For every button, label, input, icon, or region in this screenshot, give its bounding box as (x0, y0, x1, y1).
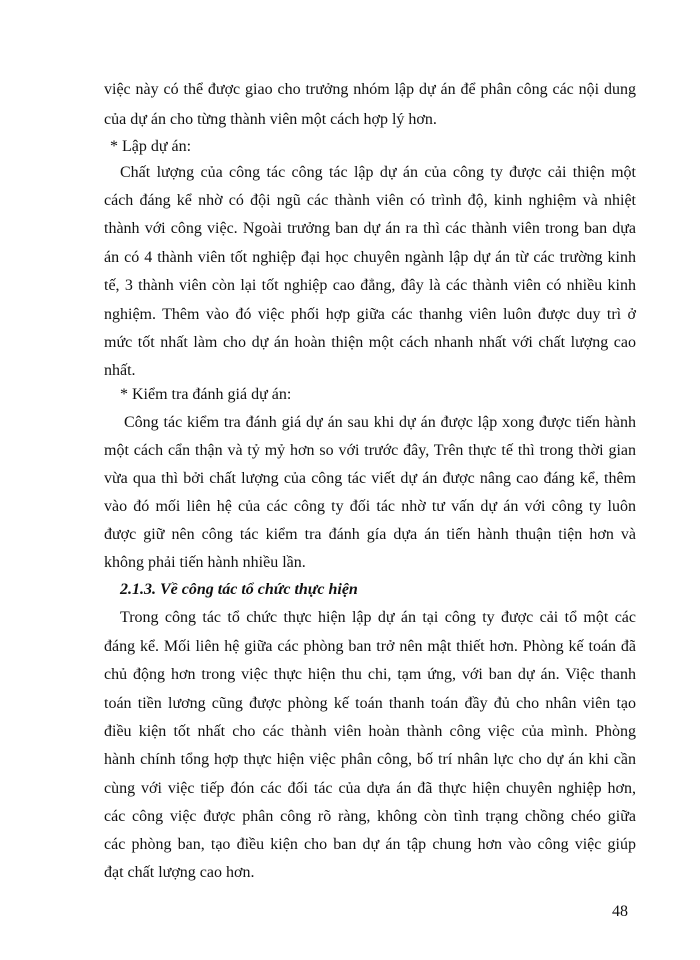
paragraph-line: đáng kể. Mối liên hệ giữa các phòng ban trở nên mật thiết hơn. Phòng kế toán đã (104, 638, 636, 655)
subheading-kiem-tra: * Kiểm tra đánh giá dự án: (120, 386, 292, 403)
paragraph-line: cách đáng kể nhờ có đội ngũ các thành viên có trình độ, kinh nghiệm và nhiệt (104, 192, 636, 209)
paragraph-line: việc này có thể được giao cho trưởng nhóm lập dự án để phân công các nội dung (104, 81, 636, 98)
paragraph-line: Trong công tác tổ chức thực hiện lập dự án tại công ty được cải tổ một các (120, 609, 636, 626)
paragraph-line: vào đó mối liên hệ của các công ty đối tác nhờ tư vấn dự án với công ty luôn (104, 498, 636, 515)
paragraph-line: mức tốt nhất làm cho dự án hoàn thiện một cách nhanh nhất với chất lượng cao (104, 334, 636, 351)
paragraph-line: Chất lượng của công tác công tác lập dự án của công ty được cải thiện một (120, 164, 636, 181)
paragraph-line: đạt chất lượng cao hơn. (104, 864, 255, 881)
paragraph-line: thành với công việc. Ngoài trưởng ban dự án ra thì các thành viên trong ban dựa (104, 220, 636, 237)
paragraph-line: Công tác kiểm tra đánh giá dự án sau khi dự án được lập xong được tiến hành (124, 414, 636, 431)
paragraph-line: các công việc được phân công rõ ràng, không còn tình trạng chồng chéo giữa (104, 808, 636, 825)
paragraph-line: nhất. (104, 362, 136, 379)
paragraph-line: một cách cẩn thận và tỷ mỷ hơn so với trước đây, Trên thực tế thì trong thời gian (104, 442, 636, 459)
paragraph-line: vừa qua thì bởi chất lượng của công tác viết dự án được nâng cao đáng kể, thêm (104, 470, 636, 487)
paragraph-line: tế, 3 thành viên còn lại tốt nghiệp cao đẳng, đây là các thành viên có nhiều kinh (104, 277, 636, 294)
paragraph-line: nghiệm. Thêm vào đó việc phối hợp giữa các thanhg viên luôn được duy trì ở (104, 306, 636, 323)
paragraph-line: điều kiện tốt nhất cho các thành viên hoàn thành công việc của mình. Phòng (104, 723, 636, 740)
page-number: 48 (612, 903, 628, 920)
paragraph-line: cùng với việc tiếp đón các đối tác của dựa án đã thực hiện chuyên nghiệp hơn, (104, 780, 636, 797)
section-heading: 2.1.3. Về công tác tổ chức thực hiện (120, 581, 358, 598)
paragraph-line: các phòng ban, tạo điều kiện cho ban dự án tập chung hơn vào công việc giúp (104, 836, 636, 853)
paragraph-line: hành chính tổng hợp thực hiện việc phân công, bố trí nhân lực cho dự án khi cần (104, 751, 636, 768)
paragraph-line: chủ động hơn trong việc thực hiện thu chi, tạm ứng, với ban dự án. Việc thanh (104, 666, 636, 683)
paragraph-line: được giữ nên công tác kiểm tra đánh gía dựa án tiến hành thuận tiện hơn và (104, 526, 636, 543)
subheading-lap-du-an: * Lập dự án: (110, 138, 192, 155)
paragraph-line: án có 4 thành viên tốt nghiệp đại học chuyên ngành lập dự án từ các trường kinh (104, 249, 636, 266)
paragraph-line: không phải tiến hành nhiều lần. (104, 554, 306, 571)
paragraph-line: toán tiền lương cũng được phòng kế toán thanh toán đầy đủ cho nhân viên tạo (104, 695, 636, 712)
paragraph-line: của dự án cho từng thành viên một cách hợp lý hơn. (104, 111, 437, 128)
